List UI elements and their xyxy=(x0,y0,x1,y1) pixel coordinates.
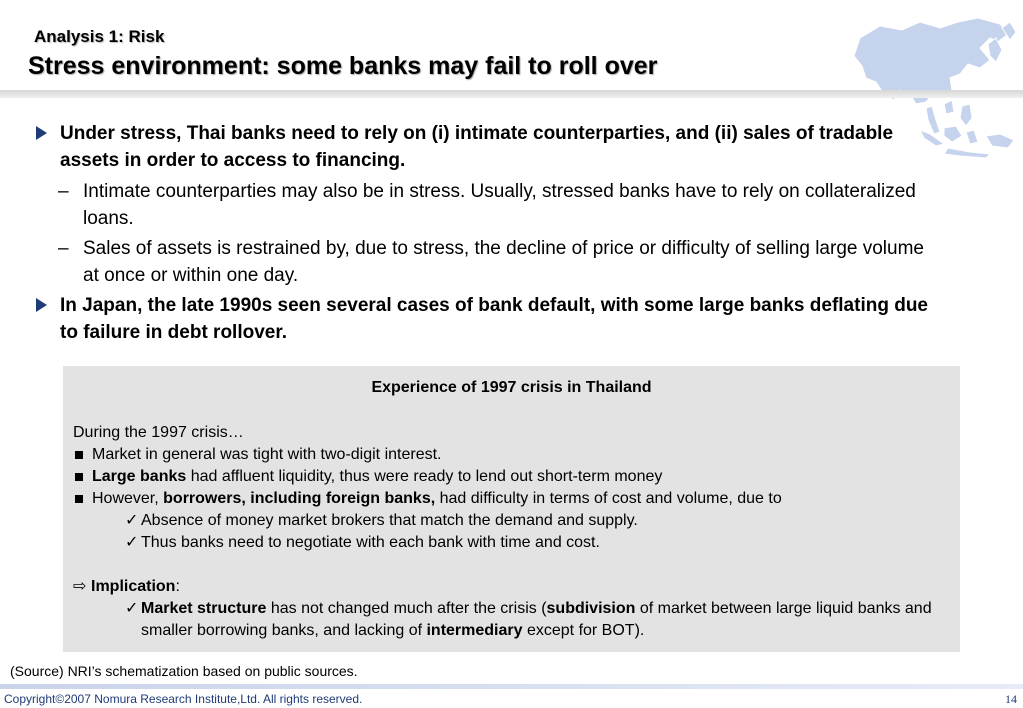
square-bullet-icon xyxy=(75,473,83,481)
impl-text: of market between large liquid banks and smaller borrowing banks, and lacking of xyxy=(141,600,932,639)
check-list-item xyxy=(73,510,953,532)
bullet-item xyxy=(36,292,936,346)
check-item-text: Absence of money market brokers that match the demand and supply. xyxy=(141,512,638,529)
impl-bold: intermediary xyxy=(426,622,523,639)
title-divider xyxy=(0,90,1023,98)
implication-colon: : xyxy=(175,578,180,595)
implication-label: Implication xyxy=(91,578,176,595)
box-item-text: had affluent liquidity, thus were ready to lend out short-term money xyxy=(186,468,663,485)
box-item-text: However, xyxy=(92,490,164,507)
dash-marker: – xyxy=(58,238,69,259)
square-bullet-icon xyxy=(75,451,83,459)
box-item-bold: Large banks xyxy=(92,468,187,485)
triangle-bullet-icon xyxy=(36,298,47,312)
sub-bullet-text: Intimate counterparties may also be in stress. Usually, stressed banks have to rely on collateralized loans. xyxy=(83,181,916,229)
bullet-text: Under stress, Thai banks need to rely on (i) intimate counterparties, and (ii) sales of tradable assets in order to access to financing. xyxy=(60,123,894,171)
sub-bullet-item xyxy=(36,235,936,289)
box-intro: During the 1997 crisis… xyxy=(73,424,244,441)
source-note: (Source) NRI’s schematization based on public sources. xyxy=(10,663,358,679)
check-item-text: Thus banks need to negotiate with each bank with time and cost. xyxy=(141,534,600,551)
check-list-item xyxy=(73,532,953,554)
square-bullet-icon xyxy=(75,495,83,503)
box-list-item xyxy=(73,488,953,510)
box-list-item xyxy=(73,466,953,488)
impl-bold: Market structure xyxy=(141,600,267,617)
bullet-item xyxy=(36,120,936,174)
crisis-experience-box xyxy=(63,366,960,652)
impl-text: except for BOT). xyxy=(522,622,645,639)
dash-marker: – xyxy=(58,181,69,202)
bullet-text: In Japan, the late 1990s seen several cases of bank default, with some large banks deflating due to failure in debt rollover. xyxy=(60,295,928,343)
implication-heading xyxy=(73,576,953,598)
bullet-list xyxy=(36,120,936,346)
box-item-text: Market in general was tight with two-digit interest. xyxy=(92,446,442,463)
impl-bold: subdivision xyxy=(546,600,636,617)
box-item-bold: borrowers, including foreign banks, xyxy=(163,490,436,507)
check-icon: ✓ xyxy=(125,512,139,529)
box-item-text: had difficulty in terms of cost and volume, due to xyxy=(435,490,782,507)
check-icon: ✓ xyxy=(125,600,139,617)
check-icon: ✓ xyxy=(125,534,139,551)
slide-title: Stress environment: some banks may fail to roll over xyxy=(28,52,658,80)
section-subtitle: Analysis 1: Risk xyxy=(34,27,165,46)
box-list-item xyxy=(73,444,953,466)
check-list-item xyxy=(73,598,953,642)
copyright-text: Copyright©2007 Nomura Research Institute,Ltd. All rights reserved. xyxy=(4,692,363,706)
sub-bullet-item xyxy=(36,178,936,232)
sub-bullet-text: Sales of assets is restrained by, due to stress, the decline of price or difficulty of selling large volume at once or within one day. xyxy=(83,238,924,286)
impl-text: has not changed much after the crisis ( xyxy=(266,600,547,617)
arrow-right-icon: ⇨ xyxy=(73,578,87,595)
box-body xyxy=(73,422,953,642)
box-title: Experience of 1997 crisis in Thailand xyxy=(371,379,652,396)
triangle-bullet-icon xyxy=(36,126,47,140)
footer-divider xyxy=(0,684,1023,689)
page-number: 14 xyxy=(1005,692,1017,706)
